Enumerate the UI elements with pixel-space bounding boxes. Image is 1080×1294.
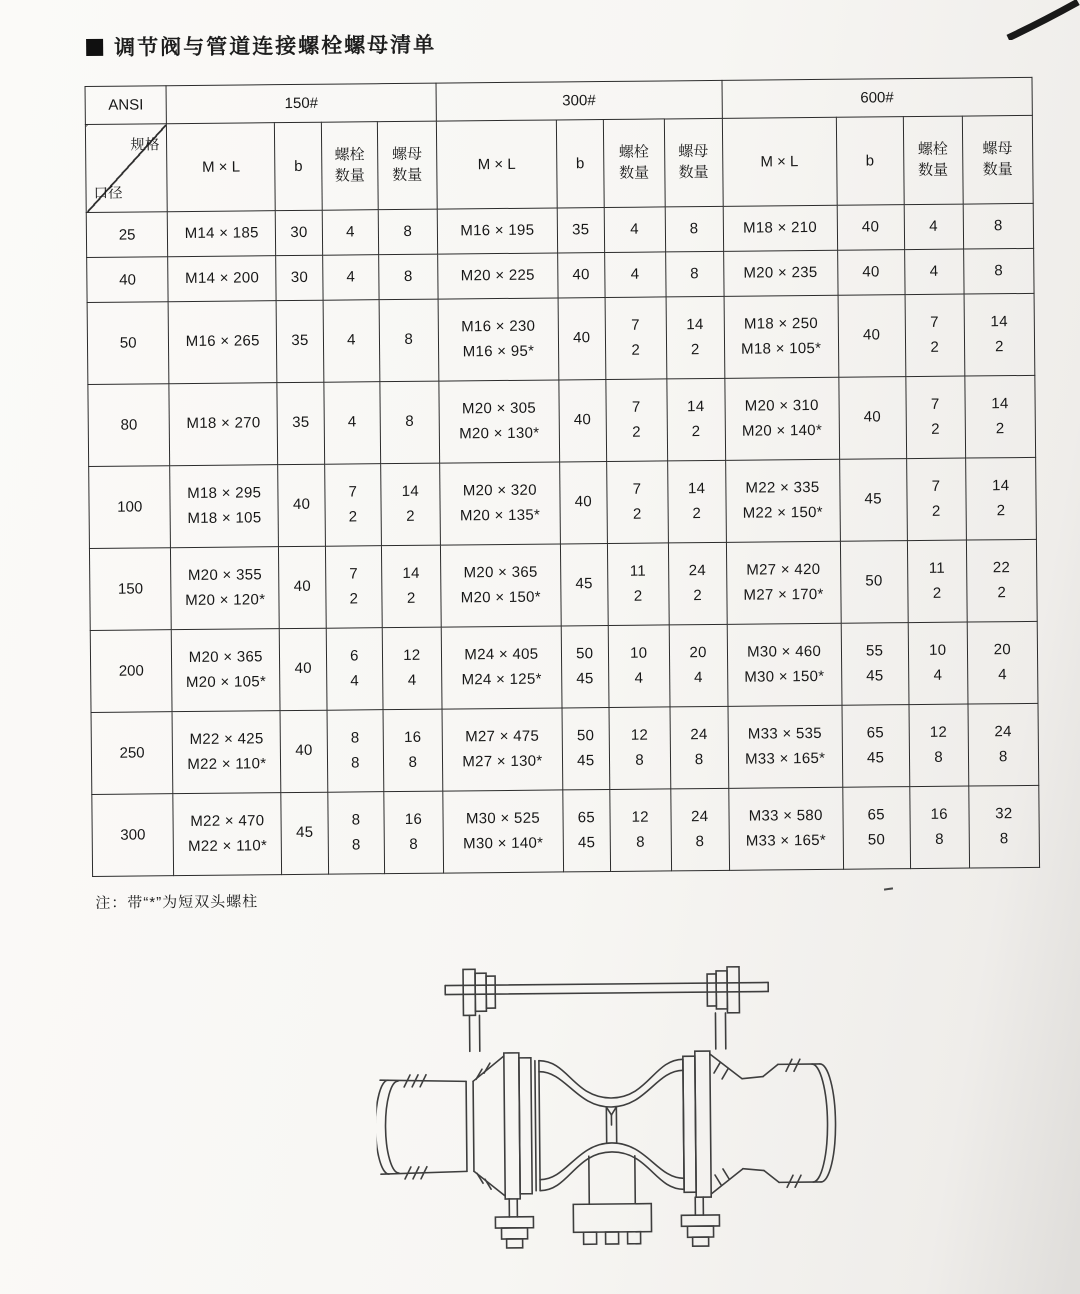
table-cell: M16 × 230 M16 × 95* xyxy=(438,298,559,381)
nut-qty-header-300 xyxy=(664,118,723,207)
table-cell: 6 4 xyxy=(326,628,383,711)
table-cell: 4 xyxy=(324,382,381,465)
row-diameter-cell: 40 xyxy=(87,257,169,303)
bolt-label-line1: 螺栓 xyxy=(917,140,948,159)
bolt-label-line2: 数量 xyxy=(917,161,949,179)
table-row xyxy=(88,375,1036,466)
table-cell: M27 × 420 M27 × 170* xyxy=(726,541,841,624)
bolt-nut-spec-table xyxy=(85,77,1041,877)
top-stud-rod xyxy=(445,982,768,994)
table-cell: 14 2 xyxy=(667,460,726,543)
right-pipe xyxy=(742,1059,836,1188)
nut-label-line2: 数量 xyxy=(982,160,1013,178)
table-cell: 40 xyxy=(837,205,905,251)
table-cell: M27 × 475 M27 × 130* xyxy=(442,708,563,791)
table-cell: 50 45 xyxy=(561,625,609,707)
table-cell: 8 xyxy=(379,299,439,382)
table-cell: 7 2 xyxy=(906,376,966,459)
table-cell: M18 × 210 xyxy=(723,205,837,251)
top-right-nut xyxy=(707,967,740,1049)
spec-label: 规格 xyxy=(130,137,160,154)
table-cell: 14 2 xyxy=(667,378,726,461)
table-cell: 8 xyxy=(378,209,437,255)
table-cell: M33 × 535 M33 × 165* xyxy=(728,705,843,788)
bolt-qty-header-300 xyxy=(603,119,665,208)
table-cell: 45 xyxy=(560,544,608,626)
table-row xyxy=(89,539,1037,630)
table-cell: M14 × 185 xyxy=(168,211,276,257)
table-cell: 50 xyxy=(840,541,908,624)
right-flange xyxy=(683,1051,743,1198)
table-cell: 4 xyxy=(904,204,963,250)
bolt-label-line2: 数量 xyxy=(618,164,650,182)
b-header-600: b xyxy=(836,117,904,206)
table-cell: 14 2 xyxy=(965,457,1036,540)
table-cell: 40 xyxy=(279,628,327,710)
table-cell: 10 4 xyxy=(908,622,968,705)
table-cell: 50 45 xyxy=(562,707,610,789)
table-cell: M20 × 355 M20 × 120* xyxy=(171,547,280,630)
table-cell: 40 xyxy=(280,710,328,792)
b-header-300: b xyxy=(556,120,604,208)
bottom-right-nut xyxy=(681,1197,719,1246)
table-cell: M22 × 425 M22 × 110* xyxy=(172,711,281,794)
table-cell: 4 xyxy=(323,300,380,383)
group-header-300: 300# xyxy=(436,80,722,121)
table-cell: 65 45 xyxy=(842,705,910,788)
table-cell: M30 × 525 M30 × 140* xyxy=(443,790,564,873)
table-cell: 11 2 xyxy=(907,540,967,623)
table-cell: 35 xyxy=(557,208,604,253)
table-cell: 7 2 xyxy=(606,379,668,462)
table-cell: M22 × 470 M22 × 110* xyxy=(173,793,282,876)
row-diameter-cell: 200 xyxy=(90,630,172,713)
row-diameter-cell: 50 xyxy=(87,302,169,385)
square-bullet-icon xyxy=(86,38,103,55)
table-cell: 8 xyxy=(963,203,1034,249)
top-left-nut xyxy=(463,969,496,1051)
table-cell: 30 xyxy=(275,210,322,255)
table-cell: M24 × 405 M24 × 125* xyxy=(441,626,562,709)
nut-qty-header-150 xyxy=(377,121,437,210)
table-cell: 14 2 xyxy=(381,545,441,628)
ansi-header-cell: ANSI xyxy=(85,86,167,125)
left-pipe xyxy=(375,1074,474,1179)
row-diameter-cell: 100 xyxy=(89,466,171,549)
bolt-qty-header-600 xyxy=(903,116,963,205)
table-cell: M18 × 270 xyxy=(169,383,278,466)
table-cell: 24 8 xyxy=(670,706,729,789)
bolt-label-line1: 螺栓 xyxy=(618,143,649,162)
table-cell: 24 2 xyxy=(668,542,727,625)
table-cell: 35 xyxy=(276,300,324,382)
table-cell: M20 × 235 xyxy=(723,250,837,296)
mxl-header-300: M × L xyxy=(436,120,557,209)
table-cell: M20 × 305 M20 × 130* xyxy=(439,380,560,463)
table-cell: 40 xyxy=(560,462,608,544)
table-cell: M20 × 365 M20 × 105* xyxy=(172,629,281,712)
nut-label-line2: 数量 xyxy=(678,163,709,181)
table-cell: M16 × 195 xyxy=(437,208,557,254)
table-cell: 14 2 xyxy=(964,293,1035,376)
table-cell: 4 xyxy=(604,207,665,253)
group-header-600: 600# xyxy=(722,77,1033,118)
bolt-label-line1: 螺栓 xyxy=(334,146,365,164)
table-cell: M18 × 250 M18 × 105* xyxy=(724,295,839,378)
table-cell: M33 × 580 M33 × 165* xyxy=(728,787,843,870)
table-cell: 8 8 xyxy=(327,710,384,793)
spec-diameter-corner-cell xyxy=(85,124,167,213)
row-diameter-cell: 150 xyxy=(89,548,171,631)
nut-qty-header-600 xyxy=(962,115,1033,204)
table-cell: 16 8 xyxy=(383,709,443,792)
table-cell: 7 2 xyxy=(325,464,382,547)
bolt-label-line2: 数量 xyxy=(334,166,365,185)
nut-label-line1: 螺母 xyxy=(678,143,709,161)
table-cell: M20 × 320 M20 × 135* xyxy=(440,462,561,545)
table-cell: 32 8 xyxy=(968,785,1039,868)
table-cell: M20 × 310 M20 × 140* xyxy=(725,377,840,460)
diameter-label: 口径 xyxy=(93,185,123,202)
table-cell: 11 2 xyxy=(607,543,669,626)
table-cell: 65 45 xyxy=(563,789,611,871)
table-cell: 40 xyxy=(278,464,326,546)
table-cell: 40 xyxy=(558,298,606,380)
table-cell: 12 4 xyxy=(382,627,442,710)
table-cell: 45 xyxy=(281,792,329,874)
table-cell: M30 × 460 M30 × 150* xyxy=(727,623,842,706)
table-cell: 8 8 xyxy=(328,792,385,875)
table-cell: 20 4 xyxy=(669,624,728,707)
table-cell: 40 xyxy=(838,377,906,460)
page-content xyxy=(84,23,1056,1290)
table-cell: 12 8 xyxy=(609,707,671,790)
table-cell: 24 8 xyxy=(670,788,729,871)
table-cell: 65 50 xyxy=(842,787,910,870)
row-diameter-cell: 80 xyxy=(88,384,170,467)
table-row xyxy=(87,293,1035,384)
table-cell: M18 × 295 M18 × 105 xyxy=(170,465,279,548)
table-cell: 35 xyxy=(277,382,325,464)
table-row xyxy=(89,457,1037,548)
table-cell: 7 2 xyxy=(606,461,668,544)
table-cell: 8 xyxy=(380,381,440,464)
table-cell: 24 8 xyxy=(968,703,1039,786)
table-cell: 4 xyxy=(904,249,963,295)
table-cell: 7 2 xyxy=(906,458,966,541)
table-cell: M22 × 335 M22 × 150* xyxy=(725,459,840,542)
table-cell: M14 × 200 xyxy=(168,256,276,302)
table-cell: 12 8 xyxy=(909,704,969,787)
table-cell: 4 xyxy=(323,255,379,301)
table-cell: M20 × 225 xyxy=(438,253,558,299)
table-cell: 16 8 xyxy=(909,786,969,869)
mxl-header-600: M × L xyxy=(722,117,837,206)
table-cell: 8 xyxy=(379,254,438,300)
table-subheader-row xyxy=(85,115,1033,212)
table-cell: 14 2 xyxy=(965,375,1036,458)
row-diameter-cell: 300 xyxy=(92,794,174,877)
table-cell: 55 45 xyxy=(841,623,909,706)
table-cell: 40 xyxy=(559,380,607,462)
nut-label-line1: 螺母 xyxy=(391,146,423,164)
row-diameter-cell: 250 xyxy=(91,712,173,795)
table-body xyxy=(86,203,1039,876)
page-title: 调节阀与管道连接螺栓螺母清单 xyxy=(114,33,437,60)
table-cell: 45 xyxy=(839,459,907,542)
table-row xyxy=(91,703,1039,794)
table-cell: 4 xyxy=(322,210,378,256)
table-cell: 14 2 xyxy=(666,296,725,379)
table-cell: 7 2 xyxy=(325,546,382,629)
table-cell: 20 4 xyxy=(967,621,1038,704)
footnote: 注：带“*”为短双头螺柱 xyxy=(95,893,259,912)
table-cell: 40 xyxy=(837,250,905,296)
table-cell: 30 xyxy=(276,255,323,300)
nut-label-line2: 数量 xyxy=(392,166,423,184)
bolt-qty-header-150 xyxy=(321,122,378,211)
mxl-header-150: M × L xyxy=(167,123,276,212)
group-header-150: 150# xyxy=(166,83,436,124)
table-cell: 7 2 xyxy=(605,297,667,380)
table-cell: 40 xyxy=(279,546,327,628)
table-cell: M20 × 365 M20 × 150* xyxy=(440,544,561,627)
bottom-left-nut xyxy=(495,1199,533,1248)
nut-label-line1: 螺母 xyxy=(982,140,1013,158)
table-cell: 7 2 xyxy=(905,294,965,377)
table-cell: 8 xyxy=(963,248,1034,294)
section-title-row xyxy=(86,23,1044,62)
table-row xyxy=(90,621,1038,712)
table-cell: 8 xyxy=(665,251,723,297)
table-row xyxy=(92,785,1040,876)
valve-body xyxy=(539,1059,684,1190)
table-cell: 14 2 xyxy=(381,463,441,546)
table-cell: 4 xyxy=(604,252,665,298)
table-cell: 10 4 xyxy=(608,625,670,708)
table-cell: 8 xyxy=(665,206,723,252)
table-cell: 40 xyxy=(558,253,605,298)
table-cell: M16 × 265 xyxy=(168,301,277,384)
valve-pipe-connection-drawing xyxy=(375,958,838,1282)
table-cell: 22 2 xyxy=(966,539,1037,622)
table-cell: 40 xyxy=(838,295,906,378)
bottom-center-flange xyxy=(573,1156,652,1245)
row-diameter-cell: 25 xyxy=(86,212,168,258)
table-cell: 16 8 xyxy=(384,791,444,874)
b-header-150: b xyxy=(275,122,323,210)
left-flange xyxy=(473,1053,540,1200)
table-cell: 12 8 xyxy=(609,789,671,872)
